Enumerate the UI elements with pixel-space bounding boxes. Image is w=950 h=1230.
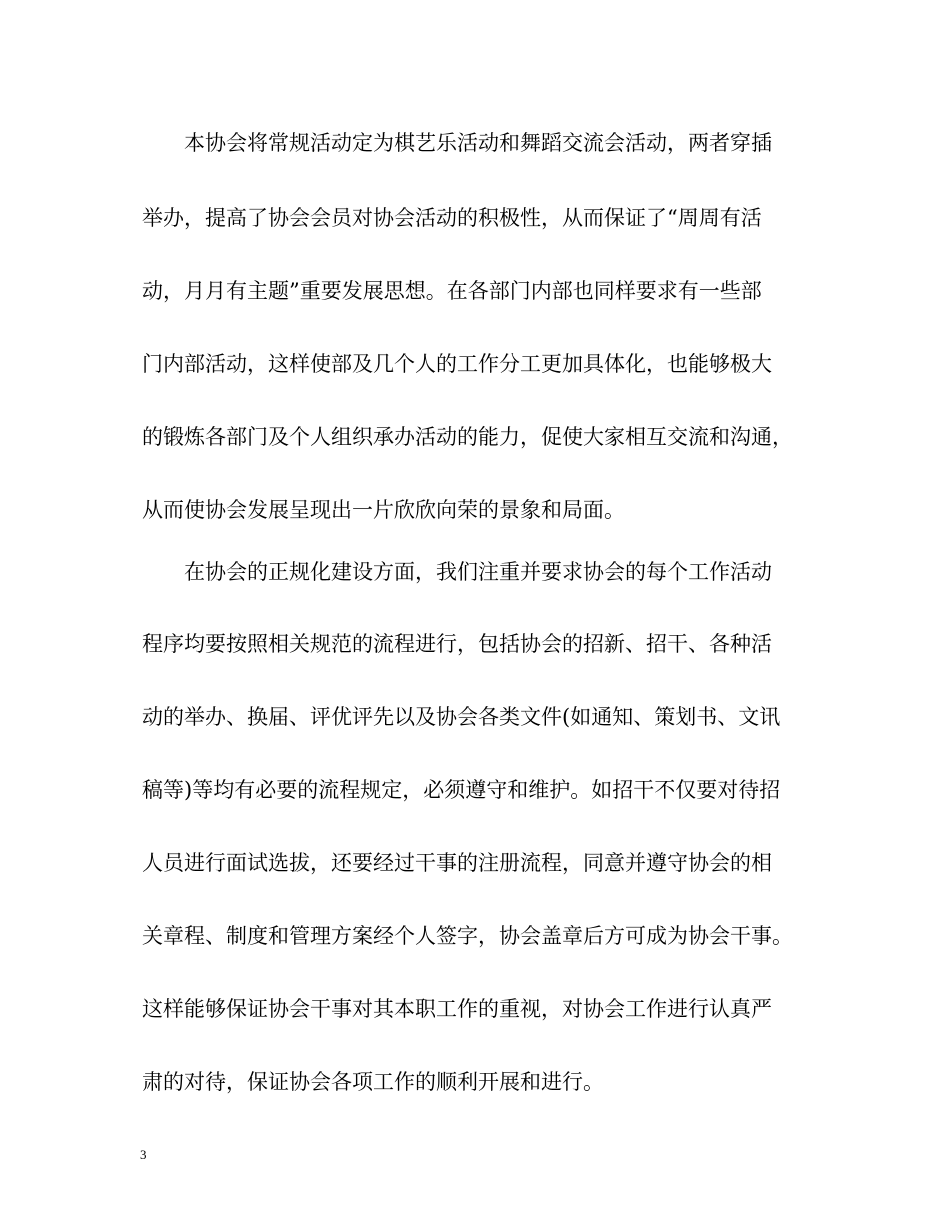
paragraph-1-line-6: 从而使协会发展呈现出一片欣欣向荣的景象和局面。	[142, 498, 625, 522]
paragraph-2-line-1: 在协会的正规化建设方面，我们注重并要求协会的每个工作活动	[184, 560, 772, 584]
page-number: 3	[140, 1147, 147, 1162]
paragraph-2-line-4: 稿等)等均有必要的流程规定，必须遵守和维护。如招干不仅要对待招	[142, 778, 781, 802]
paragraph-2-line-3: 动的举办、换届、评优评先以及协会各类文件(如通知、策划书、文讯	[142, 705, 781, 729]
paragraph-2-line-2: 程序均要按照相关规范的流程进行，包括协会的招新、招干、各种活	[142, 632, 772, 656]
paragraph-1-line-1: 本协会将常规活动定为棋艺乐活动和舞蹈交流会活动，两者穿插	[184, 131, 772, 155]
paragraph-1-line-5: 的锻炼各部门及个人组织承办活动的能力，促使大家相互交流和沟通，	[142, 425, 793, 449]
paragraph-2-line-7: 这样能够保证协会干事对其本职工作的重视，对协会工作进行认真严	[142, 997, 772, 1021]
paragraph-1-line-4: 门内部活动，这样使部及几个人的工作分工更加具体化，也能够极大	[142, 352, 772, 376]
paragraph-2-line-5: 人员进行面试选拔，还要经过干事的注册流程，同意并遵守协会的相	[142, 851, 772, 875]
paragraph-2-line-8: 肃的对待，保证协会各项工作的顺利开展和进行。	[142, 1070, 604, 1094]
paragraph-2-line-6: 关章程、制度和管理方案经个人签字，协会盖章后方可成为协会干事。	[142, 924, 793, 948]
paragraph-1-line-2: 举办，提高了协会会员对协会活动的积极性，从而保证了“周周有活	[142, 206, 762, 230]
paragraph-1-line-3: 动，月月有主题”重要发展思想。在各部门内部也同样要求有一些部	[142, 279, 762, 303]
